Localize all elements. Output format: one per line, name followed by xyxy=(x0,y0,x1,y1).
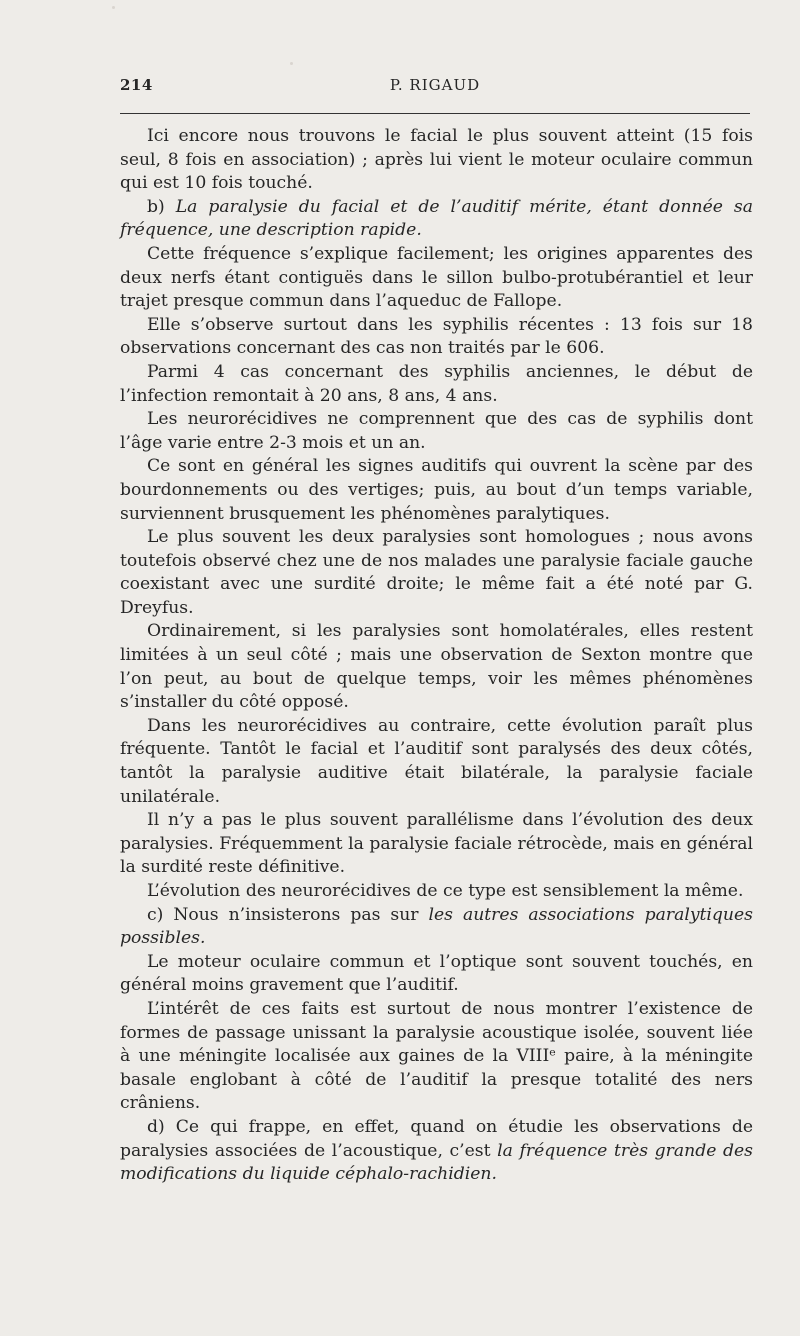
paragraph: d) Ce qui frappe, en effet, quand on étudie les observations de paralysies associées de l’acoustique, c’est la fréquence très grande des modifications du liquide céphalo-rachidien. xyxy=(120,1116,753,1185)
paragraph: b) La paralysie du facial et de l’auditif mérite, étant donnée sa fréquence, une description rapide. xyxy=(120,196,753,241)
paper-speck xyxy=(112,6,115,9)
paragraph: L’évolution des neurorécidives de ce type est sensiblement la même. xyxy=(147,881,744,901)
header-rule xyxy=(120,113,750,114)
paper-speck xyxy=(290,62,293,65)
page-number: 214 xyxy=(120,76,153,94)
paragraph: Elle s’observe surtout dans les syphilis récentes : 13 fois sur 18 observations concernant des cas non traités par le 606. xyxy=(120,314,753,359)
paragraph: Il n’y a pas le plus souvent parallélisme dans l’évolution des deux paralysies. Fréquemment la paralysie faciale rétrocède, mais en général la surdité reste définitive. xyxy=(120,810,753,878)
paragraph: L’intérêt de ces faits est surtout de nous montrer l’existence de formes de passage unissant la paralysie acoustique isolée, souvent liée à une méningite localisée aux gaines de la VIIIᵉ paire, à la méningite basale englobant à côté de l’auditif la presque totalité des ners crâniens. xyxy=(120,998,753,1114)
paragraph: Ici encore nous trouvons le facial le plus souvent atteint (15 fois seul, 8 fois en association) ; après lui vient le moteur oculaire commun qui est 10 fois touché. xyxy=(120,126,753,194)
paragraph: Cette fréquence s’explique facilement; les origines apparentes des deux nerfs étant contiguës dans le sillon bulbo-protubérantiel et leur trajet presque commun dans l’aqueduc de Fallope. xyxy=(120,243,753,312)
paragraph: c) Nous n’insisterons pas sur les autres associations paralytiques possibles. xyxy=(120,904,753,949)
body-text xyxy=(120,125,753,1187)
paragraph: Le plus souvent les deux paralysies sont homologues ; nous avons toutefois observé chez une de nos malades une paralysie faciale gauche coexistant avec une surdité droite; le même fait a été noté par G. Dreyfus. xyxy=(120,527,753,618)
running-head-author: P. RIGAUD xyxy=(389,76,481,94)
paragraph: Ordinairement, si les paralysies sont homolatérales, elles restent limitées à un seul côté ; mais une observation de Sexton montre que l’on peut, au bout de quelque temps, voir les mêmes phénomènes s’installer du côté opposé. xyxy=(120,621,753,713)
paragraph: Les neurorécidives ne comprennent que des cas de syphilis dont l’âge varie entre 2-3 mois et un an. xyxy=(120,409,753,453)
paragraph: Le moteur oculaire commun et l’optique sont souvent touchés, en général moins gravement que l’auditif. xyxy=(120,951,753,996)
paragraph: Parmi 4 cas concernant des syphilis anciennes, le début de l’infection remontait à 20 ans, 8 ans, 4 ans. xyxy=(120,361,753,406)
running-head xyxy=(120,76,750,100)
paragraph: Dans les neurorécidives au contraire, cette évolution paraît plus fréquente. Tantôt le facial et l’auditif sont paralysés des deux côtés, tantôt la paralysie auditive était bilatérale, la paralysie faciale unilatérale. xyxy=(120,715,753,807)
paragraph: Ce sont en général les signes auditifs qui ouvrent la scène par des bourdonnements ou des vertiges; puis, au bout d’un temps variable, surviennent brusquement les phénomènes paralytiques. xyxy=(120,456,753,524)
